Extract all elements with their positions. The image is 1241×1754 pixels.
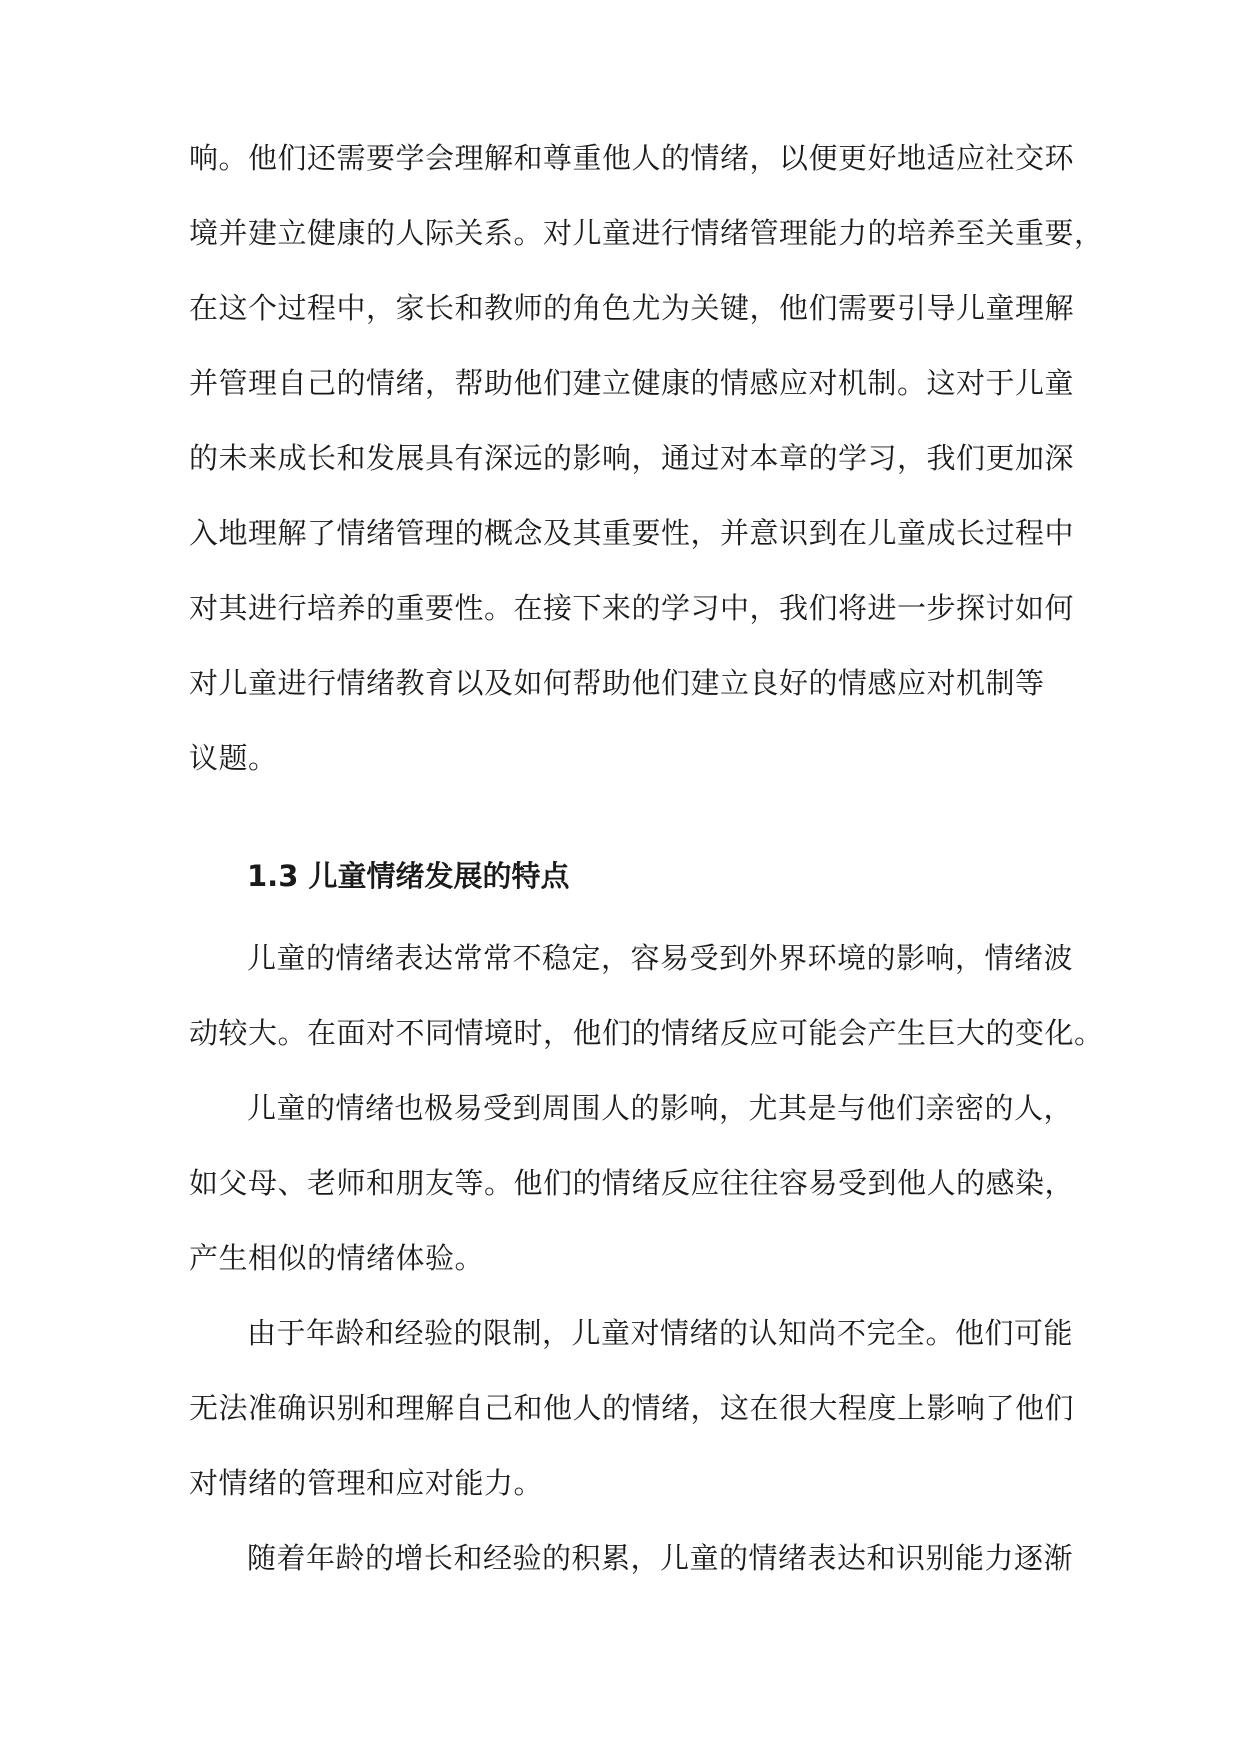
paragraph-4-line-2: 无法准确识别和理解自己和他人的情绪，这在很大程度上影响了他们 — [189, 1391, 1075, 1425]
paragraph-1-line-8: 对儿童进行情绪教育以及如何帮助他们建立良好的情感应对机制等 — [189, 666, 1045, 700]
paragraph-1-line-7: 对其进行培养的重要性。在接下来的学习中，我们将进一步探讨如何 — [189, 591, 1075, 625]
paragraph-1-line-2: 境并建立健康的人际关系。对儿童进行情绪管理能力的培养至关重要， — [189, 216, 1104, 250]
paragraph-3-line-2: 如父母、老师和朋友等。他们的情绪反应往往容易受到他人的感染， — [189, 1166, 1075, 1200]
paragraph-1-line-9: 议题。 — [189, 741, 278, 775]
paragraph-4-line-1: 由于年龄和经验的限制，儿童对情绪的认知尚不完全。他们可能 — [247, 1316, 1074, 1350]
section-heading: 1.3 儿童情绪发展的特点 — [247, 859, 570, 893]
paragraph-1-line-1: 响。他们还需要学会理解和尊重他人的情绪，以便更好地适应社交环 — [189, 141, 1075, 175]
paragraph-1-line-5: 的未来成长和发展具有深远的影响，通过对本章的学习，我们更加深 — [189, 441, 1075, 475]
paragraph-3-line-3: 产生相似的情绪体验。 — [189, 1241, 485, 1275]
paragraph-5-line-1: 随着年龄的增长和经验的积累，儿童的情绪表达和识别能力逐渐 — [247, 1541, 1074, 1575]
paragraph-2-line-1: 儿童的情绪表达常常不稳定，容易受到外界环境的影响，情绪波 — [247, 941, 1074, 975]
paragraph-4-line-3: 对情绪的管理和应对能力。 — [189, 1466, 544, 1500]
paragraph-1-line-4: 并管理自己的情绪，帮助他们建立健康的情感应对机制。这对于儿童 — [189, 366, 1075, 400]
paragraph-1-line-6: 入地理解了情绪管理的概念及其重要性，并意识到在儿童成长过程中 — [189, 516, 1075, 550]
paragraph-2-line-2: 动较大。在面对不同情境时，他们的情绪反应可能会产生巨大的变化。 — [189, 1016, 1104, 1050]
paragraph-3-line-1: 儿童的情绪也极易受到周围人的影响，尤其是与他们亲密的人， — [247, 1091, 1074, 1125]
paragraph-1-line-3: 在这个过程中，家长和教师的角色尤为关键，他们需要引导儿童理解 — [189, 291, 1075, 325]
